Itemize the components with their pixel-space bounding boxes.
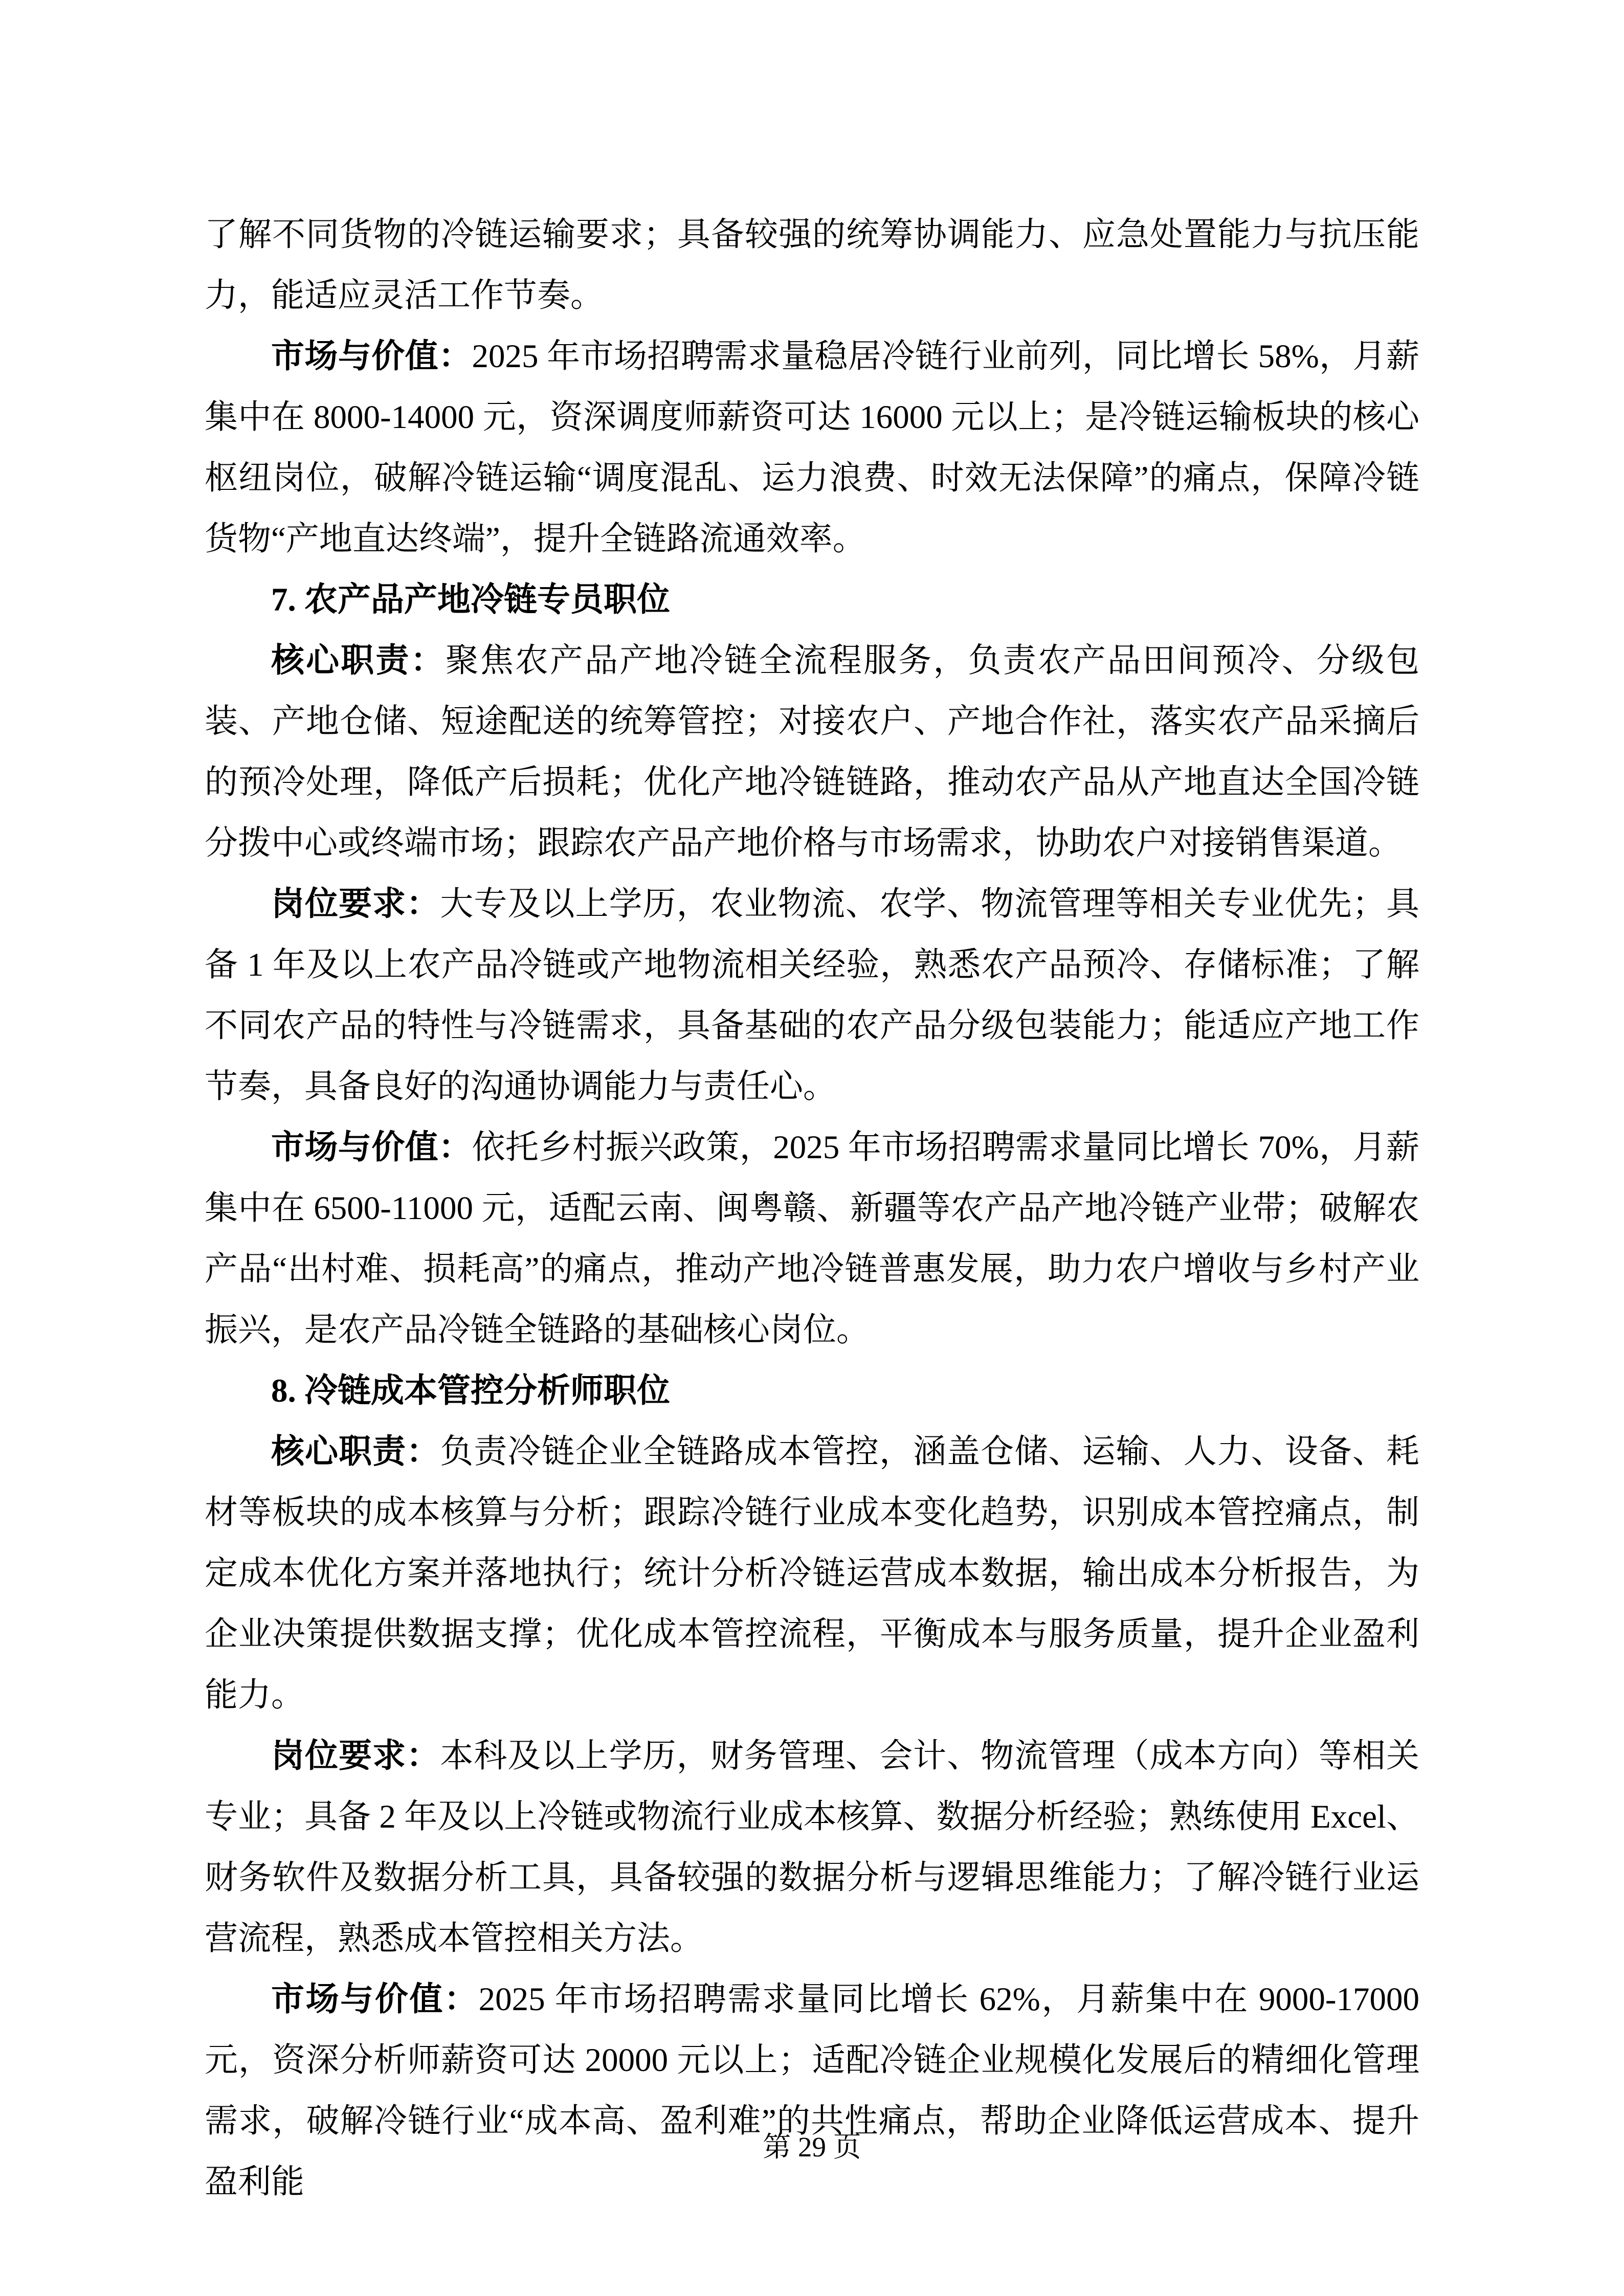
section-heading-text: 8. 冷链成本管控分析师职位 [271,1372,671,1409]
paragraph [205,326,1419,570]
paragraph-text: 依托乡村振兴政策，2025 年市场招聘需求量同比增长 70%，月薪集中在 6500-11000 元，适配云南、闽粤赣、新疆等农产品产地冷链产业带；破解农产品“出村难、损耗高”的痛点，推动产地冷链普惠发展，助力农户增收与乡村产业振兴，是农产品冷链全链路的基础核心岗位。 [205,1129,1419,1348]
paragraph-text: 负责冷链企业全链路成本管控，涵盖仓储、运输、人力、设备、耗材等板块的成本核算与分析；跟踪冷链行业成本变化趋势，识别成本管控痛点，制定成本优化方案并落地执行；统计分析冷链运营成本数据，输出成本分析报告，为企业决策提供数据支撑；优化成本管控流程，平衡成本与服务质量，提升企业盈利能力。 [205,1433,1419,1714]
paragraph [205,631,1419,874]
paragraph [205,205,1419,326]
paragraph-text: 2025 年市场招聘需求量稳居冷链行业前列，同比增长 58%，月薪集中在 8000-14000 元，资深调度师薪资可达 16000 元以上；是冷链运输板块的核心枢纽岗位，破解冷链运输“调度混乱、运力浪费、时效无法保障”的痛点，保障冷链货物“产地直达终端”，提升全链路流通效率。 [205,338,1419,557]
paragraph [205,1969,1419,2213]
paragraph [205,874,1419,1117]
paragraph-label: 核心职责： [271,642,446,679]
paragraph [205,1726,1419,1969]
paragraph-label: 市场与价值： [271,338,472,375]
paragraph-label: 岗位要求： [271,1738,440,1774]
paragraph-text: 2025 年市场招聘需求量同比增长 62%，月薪集中在 9000-17000 元，资深分析师薪资可达 20000 元以上；适配冷链企业规模化发展后的精细化管理需求，破解冷链行业“成本高、盈利难”的共性痛点，帮助企业降低运营成本、提升盈利能 [205,1981,1419,2200]
paragraph-label: 市场与价值： [271,1981,479,2018]
page-footer [0,2131,1624,2163]
paragraph-text: 本科及以上学历，财务管理、会计、物流管理（成本方向）等相关专业；具备 2 年及以上冷链或物流行业成本核算、数据分析经验；熟练使用 Excel、财务软件及数据分析工具，具备较强的数据分析与逻辑思维能力；了解冷链行业运营流程，熟悉成本管控相关方法。 [205,1738,1419,1957]
section-heading-8 [205,1361,1419,1422]
paragraph-label: 市场与价值： [271,1129,472,1166]
document-body [205,205,1419,2213]
section-heading-7 [205,570,1419,631]
paragraph-text: 聚焦农产品产地冷链全流程服务，负责农产品田间预冷、分级包装、产地仓储、短途配送的统筹管控；对接农户、产地合作社，落实农产品采摘后的预冷处理，降低产后损耗；优化产地冷链链路，推动农产品从产地直达全国冷链分拨中心或终端市场；跟踪农产品产地价格与市场需求，协助农户对接销售渠道。 [205,642,1419,862]
paragraph [205,1117,1419,1361]
page-number-text: 第 29 页 [763,2131,861,2163]
paragraph-label: 岗位要求： [271,886,440,922]
section-heading-text: 7. 农产品产地冷链专员职位 [271,581,671,618]
paragraph [205,1422,1419,1726]
paragraph-text: 了解不同货物的冷链运输要求；具备较强的统筹协调能力、应急处置能力与抗压能力，能适应灵活工作节奏。 [205,216,1419,314]
paragraph-text: 大专及以上学历，农业物流、农学、物流管理等相关专业优先；具备 1 年及以上农产品冷链或产地物流相关经验，熟悉农产品预冷、存储标准；了解不同农产品的特性与冷链需求，具备基础的农产品分级包装能力；能适应产地工作节奏，具备良好的沟通协调能力与责任心。 [205,886,1419,1105]
paragraph-label: 核心职责： [271,1433,440,1470]
